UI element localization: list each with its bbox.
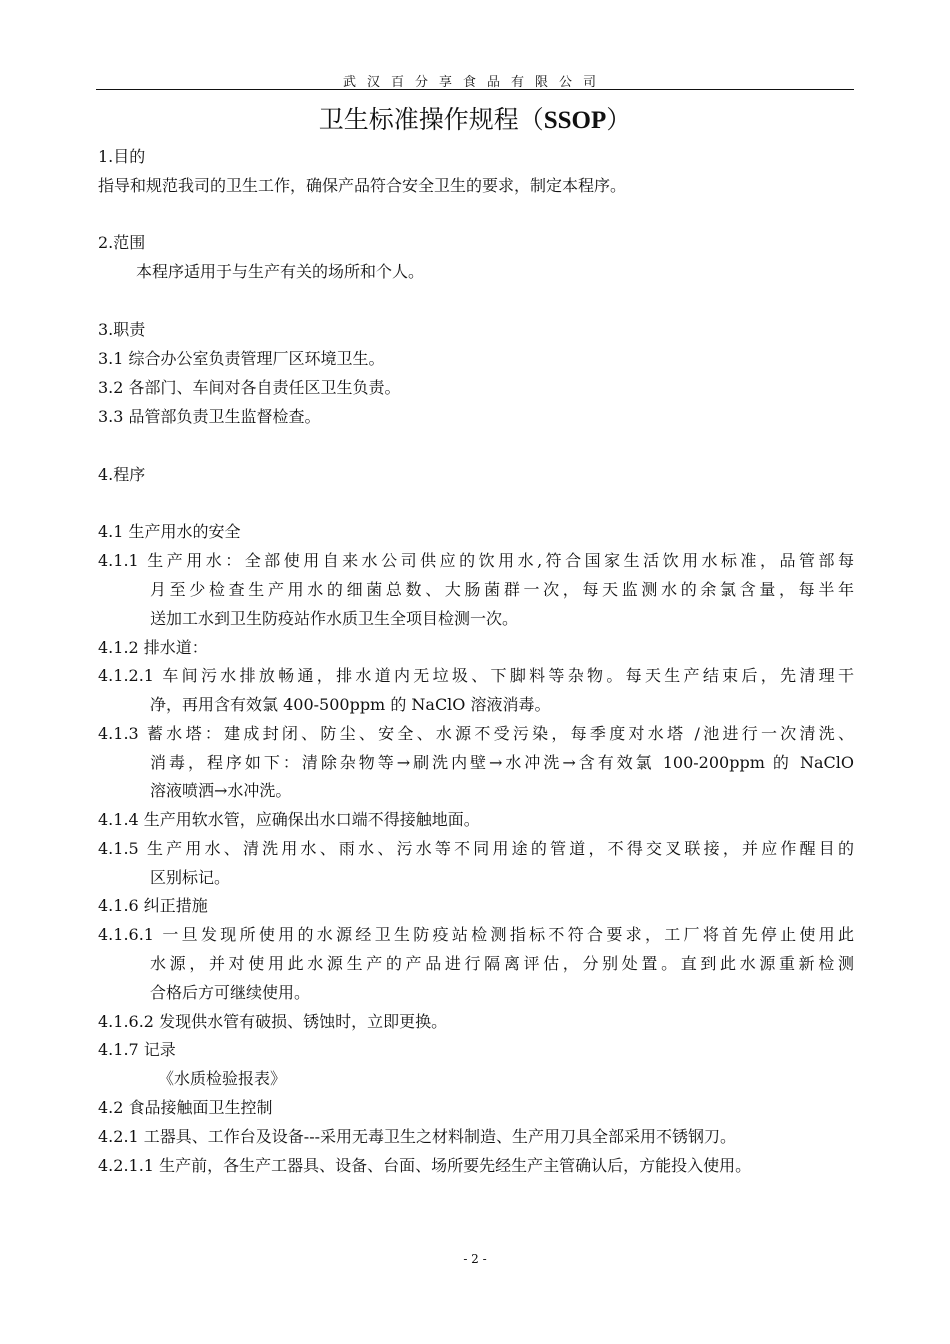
clause-4-1-5-cont: 区别标记。 — [150, 868, 231, 887]
clause-4-1-6-1: 4.1.6.1 一旦发现所使用的水源经卫生防疫站检测指标不符合要求，工厂将首先停止使用此 — [98, 925, 854, 944]
section-heading: 4.1 生产用水的安全 — [98, 522, 241, 541]
clause-4-1-7: 4.1.7 记录 — [98, 1040, 176, 1059]
purpose-heading: 1.目的 — [98, 147, 146, 166]
duty-heading: 3.职责 — [98, 320, 146, 339]
duty-item: 3.2 各部门、车间对各自责任区卫生负责。 — [98, 378, 401, 397]
header-company-name: 武汉百分享食品有限公司 — [342, 75, 607, 90]
clause-4-1-6: 4.1.6 纠正措施 — [98, 896, 208, 915]
record-item: 《水质检验报表》 — [158, 1069, 287, 1088]
purpose-text: 指导和规范我司的卫生工作，确保产品符合安全卫生的要求，制定本程序。 — [98, 176, 627, 195]
scope-heading: 2.范围 — [98, 233, 146, 252]
clause-4-2-1: 4.2.1 工器具、工作台及设备---采用无毒卫生之材料制造、生产用刀具全部采用不锈钢刀。 — [98, 1127, 737, 1146]
section-heading: 4.2 食品接触面卫生控制 — [98, 1098, 273, 1117]
clause-4-1-2-1: 4.1.2.1 车间污水排放畅通，排水道内无垃圾、下脚料等杂物。每天生产结束后，先清理干 — [98, 666, 854, 685]
clause-4-1-1-cont: 月至少检查生产用水的细菌总数、大肠菌群一次，每天监测水的余氯含量，每半年 — [150, 580, 854, 599]
procedure-heading: 4.程序 — [98, 465, 146, 484]
clause-4-1-1: 4.1.1 生产用水：全部使用自来水公司供应的饮用水,符合国家生活饮用水标准，品管部每 — [98, 551, 854, 570]
clause-4-1-3-cont: 消毒，程序如下：清除杂物等→刷洗内壁→水冲洗→含有效氯 100-200ppm 的 NaClO — [150, 753, 854, 772]
clause-4-1-4: 4.1.4 生产用软水管，应确保出水口端不得接触地面。 — [98, 810, 480, 829]
document-title — [0, 100, 950, 136]
clause-4-1-2-1-cont: 净，再用含有效氯 400-500ppm 的 NaClO 溶液消毒。 — [150, 695, 551, 714]
scope-text: 本程序适用于与生产有关的场所和个人。 — [136, 262, 425, 281]
title-code: SSOP — [543, 107, 607, 134]
duty-item: 3.1 综合办公室负责管理厂区环境卫生。 — [98, 349, 385, 368]
clause-4-1-1-cont: 送加工水到卫生防疫站作水质卫生全项目检测一次。 — [150, 609, 519, 628]
clause-4-1-5: 4.1.5 生产用水、清洗用水、雨水、污水等不同用途的管道，不得交叉联接，并应作醒目的 — [98, 839, 854, 858]
clause-4-1-2: 4.1.2 排水道： — [98, 638, 208, 657]
clause-4-1-3-cont: 溶液喷洒→水冲洗。 — [150, 781, 292, 800]
header-divider — [96, 89, 854, 90]
clause-4-1-6-1-cont: 合格后方可继续使用。 — [150, 983, 311, 1002]
clause-4-1-6-2: 4.1.6.2 发现供水管有破损、锈蚀时，立即更换。 — [98, 1012, 448, 1031]
title-text: 卫生标准操作规程（ — [318, 105, 544, 134]
clause-4-1-3: 4.1.3 蓄水塔：建成封闭、防尘、安全、水源不受污染，每季度对水塔 /池进行一次清洗、 — [98, 724, 854, 743]
clause-4-2-1-1: 4.2.1.1 生产前，各生产工器具、设备、台面、场所要先经生产主管确认后，方能投入使用。 — [98, 1156, 752, 1175]
clause-4-1-6-1-cont: 水源，并对使用此水源生产的产品进行隔离评估，分别处置。直到此水源重新检测 — [150, 954, 854, 973]
page-number: - 2 - — [463, 1252, 487, 1266]
title-close: ） — [606, 105, 632, 134]
duty-item: 3.3 品管部负责卫生监督检查。 — [98, 407, 321, 426]
